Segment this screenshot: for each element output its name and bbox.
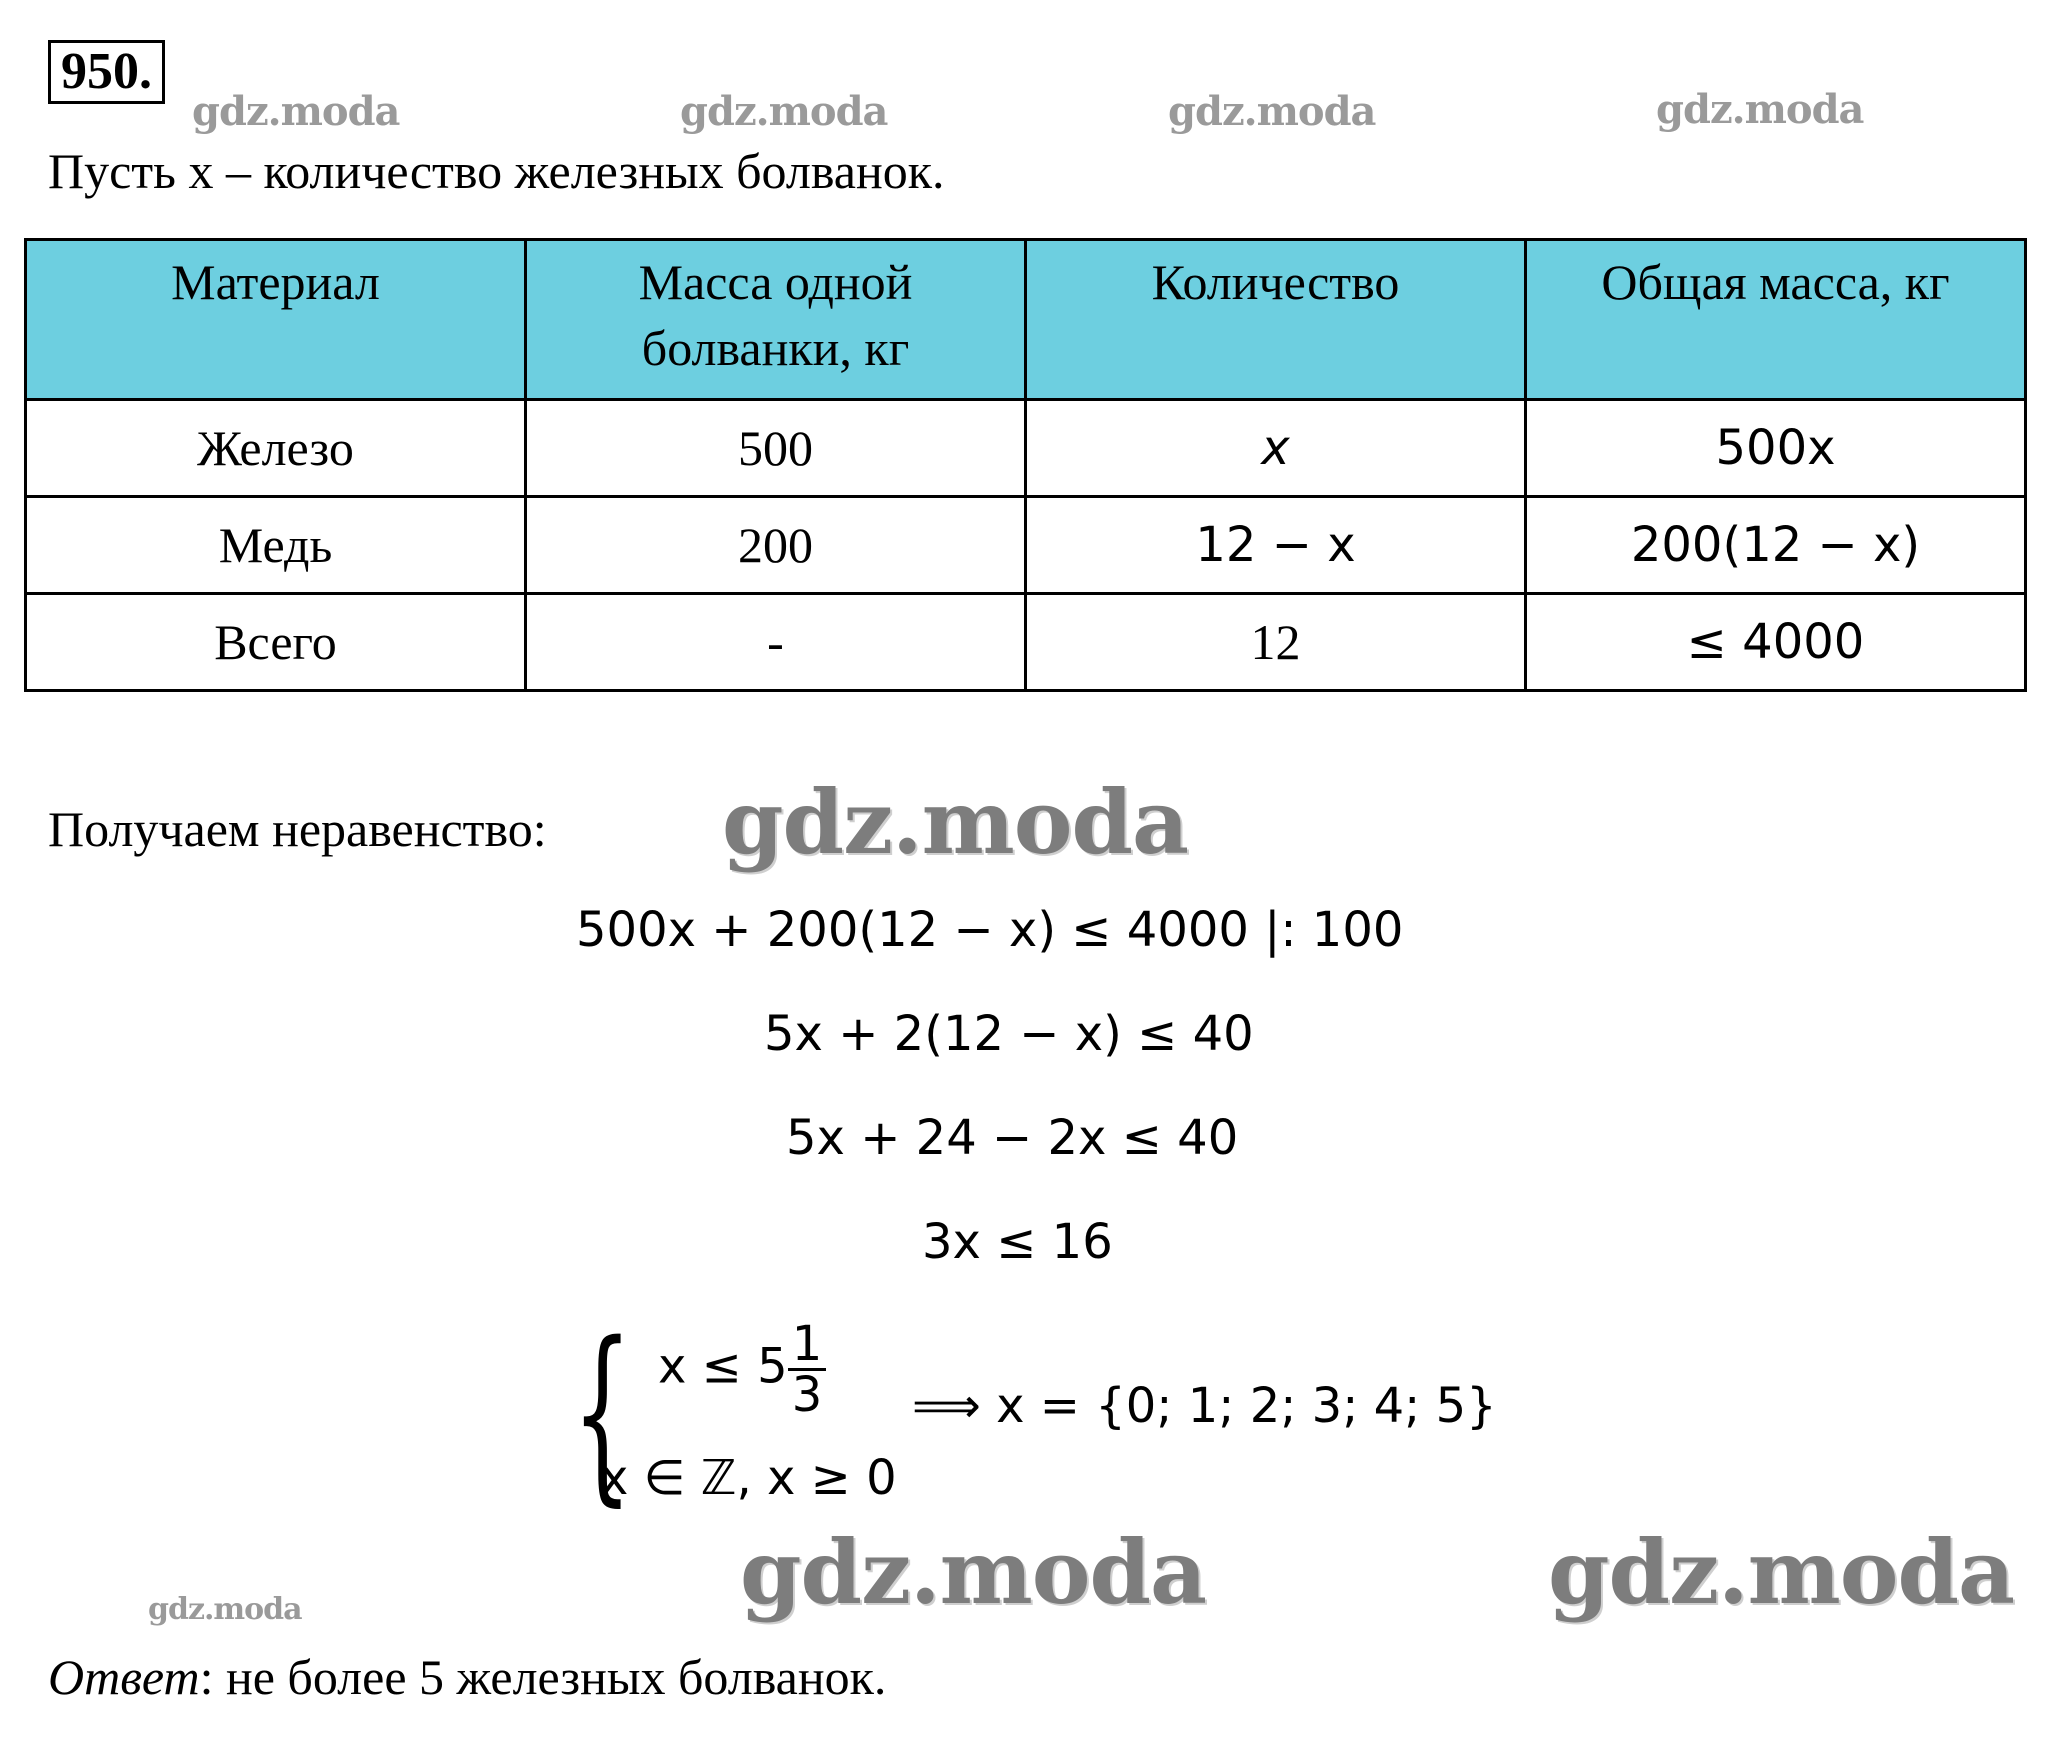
system-line-2: x ∈ ℤ, x ≥ 0	[600, 1450, 897, 1506]
table-cell: Железо	[26, 400, 526, 497]
system-line-1-left: x ≤ 5	[658, 1338, 788, 1395]
table-cell: 12	[1026, 594, 1526, 691]
watermark: gdz.moda	[1548, 1520, 2015, 1624]
fraction-denominator: 3	[791, 1367, 823, 1423]
problem-number: 950.	[48, 40, 165, 104]
table-cell: Всего	[26, 594, 526, 691]
watermark: gdz.moda	[1168, 88, 1376, 135]
watermark: gdz.moda	[740, 1520, 1207, 1624]
watermark: gdz.moda	[1656, 86, 1864, 133]
table-row	[26, 497, 2026, 594]
watermark: gdz.moda	[148, 1592, 302, 1627]
watermark: gdz.moda	[722, 770, 1189, 874]
table-row	[26, 594, 2026, 691]
watermark: gdz.moda	[192, 88, 400, 135]
table-cell: 200	[526, 497, 1026, 594]
table-header-cell: Общая масса, кг	[1526, 240, 2026, 400]
table-header-cell: Масса одной болванки, кг	[526, 240, 1026, 400]
system-line-1	[658, 1316, 826, 1423]
fraction	[788, 1316, 827, 1423]
table-header-row	[26, 240, 2026, 400]
table-header-cell: Количество	[1026, 240, 1526, 400]
answer-line	[48, 1648, 886, 1706]
fraction-numerator: 1	[788, 1320, 827, 1371]
step-2: 5x + 2(12 − x) ≤ 40	[764, 1006, 1254, 1062]
answer-text: : не более 5 железных болванок.	[199, 1649, 887, 1705]
inequality-intro: Получаем неравенство:	[48, 801, 547, 857]
table-header-cell: Материал	[26, 240, 526, 400]
system-result: ⟹ x = {0; 1; 2; 3; 4; 5}	[912, 1378, 1497, 1434]
table-cell: x	[1026, 400, 1526, 497]
table-cell: 12 − x	[1026, 497, 1526, 594]
answer-label: Ответ	[48, 1649, 200, 1705]
step-1: 500x + 200(12 − x) ≤ 4000 |: 100	[576, 902, 1404, 958]
table-cell: -	[526, 594, 1026, 691]
watermark: gdz.moda	[680, 88, 888, 135]
table-cell: 500x	[1526, 400, 2026, 497]
step-3: 5x + 24 − 2x ≤ 40	[786, 1110, 1239, 1166]
table-row	[26, 400, 2026, 497]
intro-text: Пусть x – количество железных болванок.	[48, 143, 945, 199]
table-cell: 200(12 − x)	[1526, 497, 2026, 594]
step-4: 3x ≤ 16	[922, 1214, 1113, 1270]
table-cell: Медь	[26, 497, 526, 594]
table-cell: ≤ 4000	[1526, 594, 2026, 691]
table-cell: 500	[526, 400, 1026, 497]
system-brace: {	[572, 1302, 633, 1523]
mass-table	[24, 238, 2027, 687]
